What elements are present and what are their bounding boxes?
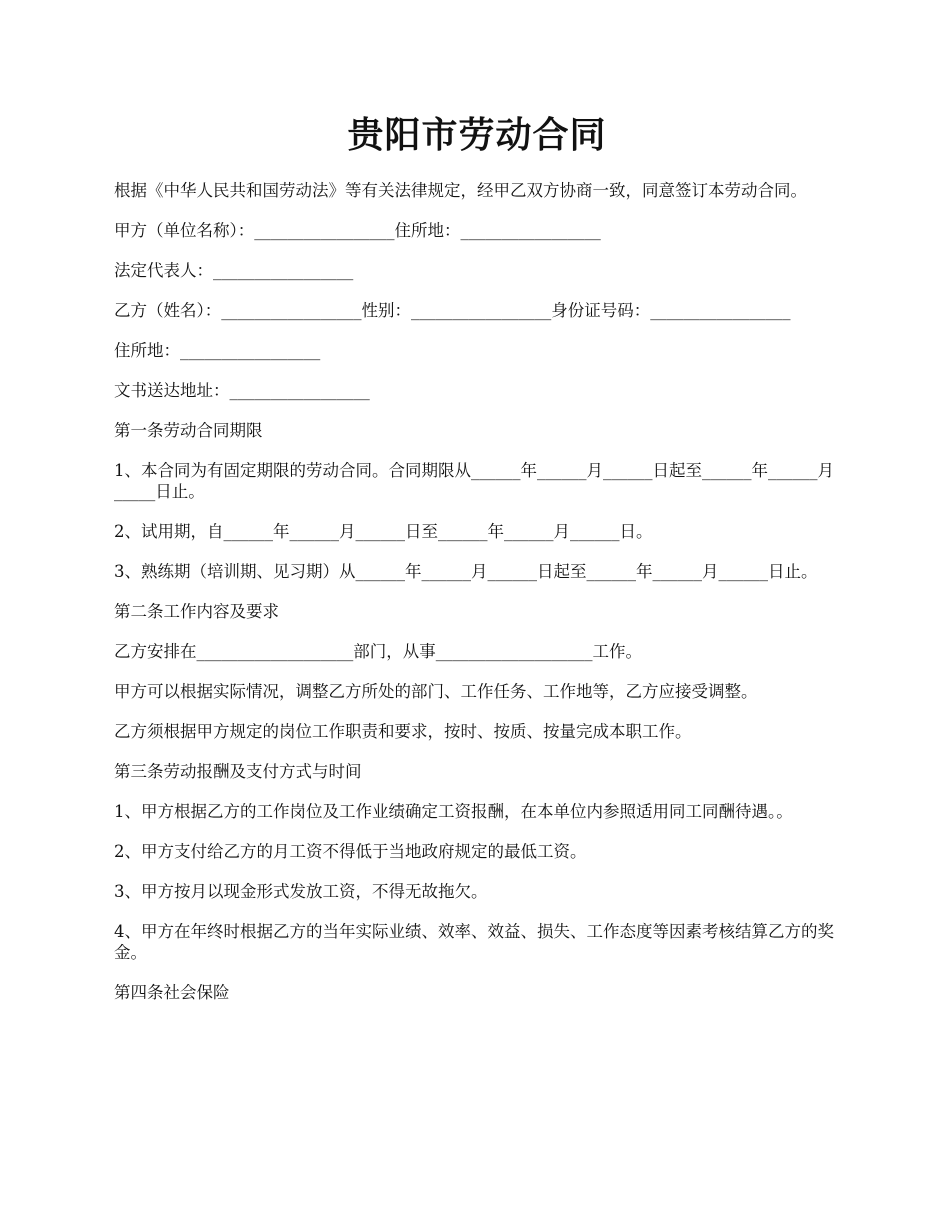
party-b-address-line: 住所地：_________________ [114,341,321,360]
article-1-clause-2: 2、试用期，自______年______月______日至______年______月______日。 [114,522,653,541]
article-3-clause-2: 2、甲方支付给乙方的月工资不得低于当地政府规定的最低工资。 [114,842,587,861]
article-2-clause-3: 乙方须根据甲方规定的岗位工作职责和要求，按时、按质、按量完成本职工作。 [114,722,692,741]
article-3-clause-3: 3、甲方按月以现金形式发放工资，不得无故拖欠。 [114,882,488,901]
article-1-heading: 第一条劳动合同期限 [114,421,263,440]
article-3-clause-1: 1、甲方根据乙方的工作岗位及工作业绩确定工资报酬，在本单位内参照适用同工同酬待遇。。 [114,802,793,821]
article-2-clause-2: 甲方可以根据实际情况，调整乙方所处的部门、工作任务、工作地等，乙方应接受调整。 [114,682,758,701]
delivery-address-line: 文书送达地址：_________________ [114,381,370,400]
article-2-clause-1: 乙方安排在___________________部门，从事___________________工作。 [114,642,642,661]
intro-paragraph: 根据《中华人民共和国劳动法》等有关法律规定，经甲乙双方协商一致，同意签订本劳动合同。 [114,181,807,200]
article-1-clause-3: 3、熟练期（培训期、见习期）从______年______月______日起至______年______月______日止。 [114,562,818,581]
article-2-heading: 第二条工作内容及要求 [114,602,279,621]
article-4-heading: 第四条社会保险 [114,983,230,1002]
legal-representative-line: 法定代表人：_________________ [114,261,354,280]
party-b-line: 乙方（姓名）：_________________性别：_________________身份证号码：_________________ [114,301,791,320]
document-title: 贵阳市劳动合同 [347,114,607,156]
article-3-clause-4: 4、甲方在年终时根据乙方的当年实际业绩、效率、效益、损失、工作态度等因素考核结算乙方的奖金。 [114,922,834,962]
party-a-line: 甲方（单位名称）：_________________住所地：_________________ [114,221,601,240]
article-3-heading: 第三条劳动报酬及支付方式与时间 [114,762,362,781]
article-1-clause-1: 1、本合同为有固定期限的劳动合同。合同期限从______年______月______日起至______年______月_____日止。 [114,461,834,501]
